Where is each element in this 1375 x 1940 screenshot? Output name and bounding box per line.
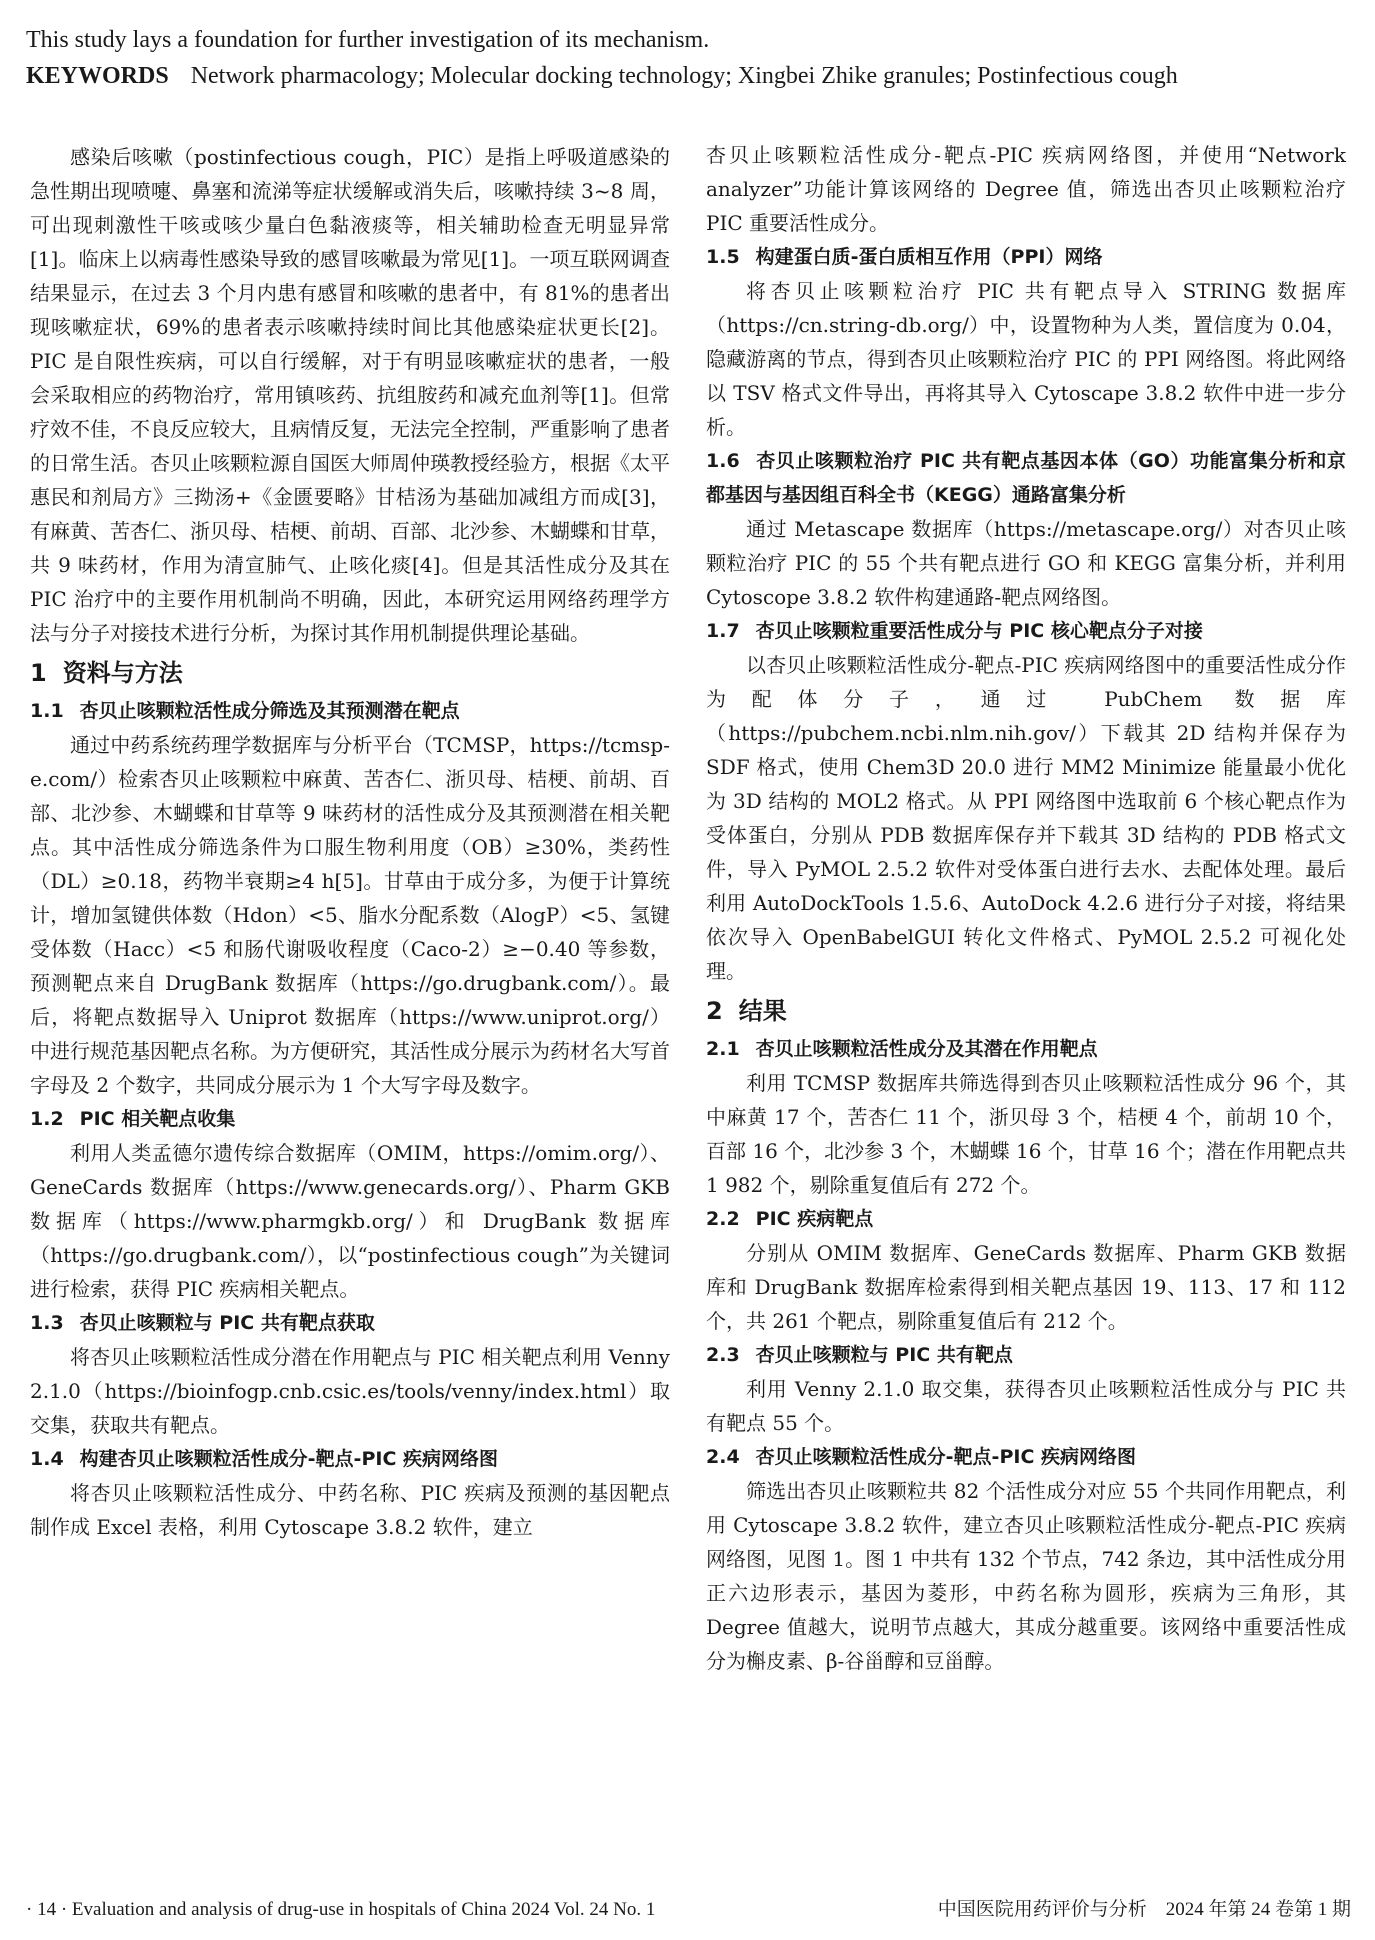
subsection-number: 2.4 <box>706 1446 740 1468</box>
subsection-1-4-heading <box>30 1442 670 1476</box>
section-1-heading <box>30 654 670 692</box>
subsection-title: 杏贝止咳颗粒与 PIC 共有靶点获取 <box>79 1312 375 1334</box>
subsection-2-2-heading <box>706 1202 1346 1236</box>
subsection-title: 杏贝止咳颗粒治疗 PIC 共有靶点基因本体（GO）功能富集分析和京都基因与基因组百科全书（KEGG）通路富集分析 <box>706 450 1346 506</box>
subsection-number: 1.2 <box>30 1108 64 1130</box>
subsection-1-4-text: 将杏贝止咳颗粒活性成分、中药名称、PIC 疾病及预测的基因靶点制作成 Excel 表格，利用 Cytoscape 3.8.2 软件，建立 <box>30 1481 670 1539</box>
subsection-1-5-heading <box>706 240 1346 274</box>
subsection-2-3-heading <box>706 1338 1346 1372</box>
subsection-1-1-heading <box>30 694 670 728</box>
subsection-1-6-heading <box>706 444 1346 512</box>
subsection-1-1-text: 通过中药系统药理学数据库与分析平台（TCMSP，https://tcmsp-e.com/）检索杏贝止咳颗粒中麻黄、苦杏仁、浙贝母、桔梗、前胡、百部、北沙参、木蝴蝶和甘草等 9 味药材的活性成分及其预测潜在相关靶点。其中活性成分筛选条件为口服生物利用度（OB）≥30%，类药性（DL）≥0.18，药物半衰期≥4 h[5]。甘草由于成分多，为便于计算统计，增加氢键供体数（Hdon）<5、脂水分配系数（AlogP）<5、氢键受体数（Hacc）<5 和肠代谢吸收程度（Caco-2）≥−0.40 等参数，预测靶点来自 DrugBank 数据库（https://go.drugbank.com/）。最后，将靶点数据导入 Uniprot 数据库（https://www.uniprot.org/）中进行规范基因靶点名称。为方便研究，其活性成分展示为药材名大写首字母及 2 个数字，共同成分展示为 1 个大写字母及数字。 <box>30 733 670 1097</box>
right-column <box>706 138 1346 1678</box>
subsection-number: 1.7 <box>706 620 740 642</box>
subsection-2-4-heading <box>706 1440 1346 1474</box>
abstract-tail-block <box>26 22 1351 94</box>
subsection-2-1-heading <box>706 1032 1346 1066</box>
subsection-title: 杏贝止咳颗粒与 PIC 共有靶点 <box>755 1344 1013 1366</box>
subsection-title: 构建蛋白质-蛋白质相互作用（PPI）网络 <box>755 246 1103 268</box>
subsection-1-7-heading <box>706 614 1346 648</box>
abstract-tail: This study lays a foundation for further investigation of its mechanism. <box>26 27 710 53</box>
section-number: 1 <box>30 659 47 687</box>
subsection-number: 1.3 <box>30 1312 64 1334</box>
section-number: 2 <box>706 997 723 1025</box>
subsection-number: 2.1 <box>706 1038 740 1060</box>
subsection-title: 杏贝止咳颗粒重要活性成分与 PIC 核心靶点分子对接 <box>755 620 1203 642</box>
subsection-2-3-text: 利用 Venny 2.1.0 取交集，获得杏贝止咳颗粒活性成分与 PIC 共有靶点 55 个。 <box>706 1377 1346 1435</box>
section-title: 资料与方法 <box>62 659 183 687</box>
subsection-title: 构建杏贝止咳颗粒活性成分-靶点-PIC 疾病网络图 <box>79 1448 498 1470</box>
section-2-heading <box>706 992 1346 1030</box>
subsection-number: 1.5 <box>706 246 740 268</box>
subsection-1-3-text: 将杏贝止咳颗粒活性成分潜在作用靶点与 PIC 相关靶点利用 Venny 2.1.0（https://bioinfogp.cnb.csic.es/tools/venny/index.html）取交集，获取共有靶点。 <box>30 1345 670 1437</box>
subsection-1-2-text: 利用人类孟德尔遗传综合数据库（OMIM，https://omim.org/）、GeneCards 数据库（https://www.genecards.org/）、Pharm GKB 数据库（https://www.pharmgkb.org/）和 DrugBank 数据库（https://go.drugbank.com/），以“postinfectious cough”为关键词进行检索，获得 PIC 疾病相关靶点。 <box>30 1141 670 1301</box>
subsection-1-2-heading <box>30 1102 670 1136</box>
subsection-1-5-text: 将杏贝止咳颗粒治疗 PIC 共有靶点导入 STRING 数据库（https://cn.string-db.org/）中，设置物种为人类，置信度为 0.04，隐藏游离的节点，得到杏贝止咳颗粒治疗 PIC 的 PPI 网络图。将此网络以 TSV 格式文件导出，再将其导入 Cytoscape 3.8.2 软件中进一步分析。 <box>706 279 1346 439</box>
subsection-1-4-continued: 杏贝止咳颗粒活性成分-靶点-PIC 疾病网络图，并使用“Network analyzer”功能计算该网络的 Degree 值，筛选出杏贝止咳颗粒治疗 PIC 重要活性成分。 <box>706 143 1346 235</box>
subsection-title: 杏贝止咳颗粒活性成分-靶点-PIC 疾病网络图 <box>755 1446 1136 1468</box>
subsection-number: 2.3 <box>706 1344 740 1366</box>
subsection-number: 1.4 <box>30 1448 64 1470</box>
subsection-title: 杏贝止咳颗粒活性成分筛选及其预测潜在靶点 <box>79 700 460 722</box>
footer-journal-cn: 中国医院用药评价与分析 2024 年第 24 卷第 1 期 <box>937 1899 1351 1920</box>
keywords-text: Network pharmacology; Molecular docking technology; Xingbei Zhike granules; Postinfectious cough <box>190 63 1178 89</box>
keywords-line <box>26 58 1351 94</box>
footer-journal-en: · 14 · Evaluation and analysis of drug-use in hospitals of China 2024 Vol. 24 No. 1 <box>26 1899 656 1920</box>
keywords-label: KEYWORDS <box>26 63 169 89</box>
subsection-title: PIC 相关靶点收集 <box>79 1108 236 1130</box>
subsection-2-4-text: 筛选出杏贝止咳颗粒共 82 个活性成分对应 55 个共同作用靶点，利用 Cytoscape 3.8.2 软件，建立杏贝止咳颗粒活性成分-靶点-PIC 疾病网络图，见图 1。图 1 中共有 132 个节点，742 条边，其中活性成分用正六边形表示，基因为菱形，中药名称为圆形，疾病为三角形，其 Degree 值越大，说明节点越大，其成分越重要。该网络中重要活性成分为槲皮素、β-谷甾醇和豆甾醇。 <box>706 1479 1346 1673</box>
subsection-title: 杏贝止咳颗粒活性成分及其潜在作用靶点 <box>755 1038 1098 1060</box>
subsection-number: 1.1 <box>30 700 64 722</box>
subsection-1-3-heading <box>30 1306 670 1340</box>
subsection-2-1-text: 利用 TCMSP 数据库共筛选得到杏贝止咳颗粒活性成分 96 个，其中麻黄 17 个，苦杏仁 11 个，浙贝母 3 个，桔梗 4 个，前胡 10 个，百部 16 个，北沙参 3 个，木蝴蝶 16 个，甘草 16 个；潜在作用靶点共 1 982 个，剔除重复值后有 272 个。 <box>706 1071 1346 1197</box>
left-column <box>30 140 670 1544</box>
subsection-number: 1.6 <box>706 450 740 472</box>
section-title: 结果 <box>738 997 787 1025</box>
subsection-title: PIC 疾病靶点 <box>755 1208 874 1230</box>
subsection-2-2-text: 分别从 OMIM 数据库、GeneCards 数据库、Pharm GKB 数据库和 DrugBank 数据库检索得到相关靶点基因 19、113、17 和 112 个，共 261 个靶点，剔除重复值后有 212 个。 <box>706 1241 1346 1333</box>
intro-paragraph: 感染后咳嗽（postinfectious cough，PIC）是指上呼吸道感染的急性期出现喷嚏、鼻塞和流涕等症状缓解或消失后，咳嗽持续 3~8 周，可出现刺激性干咳或咳少量白色黏液痰等，相关辅助检查无明显异常[1]。临床上以病毒性感染导致的感冒咳嗽最为常见[1]。一项互联网调查结果显示，在过去 3 个月内患有感冒和咳嗽的患者中，有 81%的患者出现咳嗽症状，69%的患者表示咳嗽持续时间比其他感染症状更长[2]。PIC 是自限性疾病，可以自行缓解，对于有明显咳嗽症状的患者，一般会采取相应的药物治疗，常用镇咳药、抗组胺药和减充血剂等[1]。但常疗效不佳，不良反应较大，且病情反复，无法完全控制，严重影响了患者的日常生活。杏贝止咳颗粒源自国医大师周仲瑛教授经验方，根据《太平惠民和剂局方》三拗汤+《金匮要略》甘桔汤为基础加减组方而成[3]，有麻黄、苦杏仁、浙贝母、桔梗、前胡、百部、北沙参、木蝴蝶和甘草，共 9 味药材，作用为清宣肺气、止咳化痰[4]。但是其活性成分及其在 PIC 治疗中的主要作用机制尚不明确，因此，本研究运用网络药理学方法与分子对接技术进行分析，为探讨其作用机制提供理论基础。 <box>30 145 670 645</box>
subsection-number: 2.2 <box>706 1208 740 1230</box>
subsection-1-7-text: 以杏贝止咳颗粒活性成分-靶点-PIC 疾病网络图中的重要活性成分作为配体分子，通过 PubChem 数据库（https://pubchem.ncbi.nlm.nih.gov/）下载其 2D 结构并保存为 SDF 格式，使用 Chem3D 20.0 进行 MM2 Minimize 能量最小优化为 3D 结构的 MOL2 格式。从 PPI 网络图中选取前 6 个核心靶点作为受体蛋白，分别从 PDB 数据库保存并下载其 3D 结构的 PDB 格式文件，导入 PyMOL 2.5.2 软件对受体蛋白进行去水、去配体处理。最后利用 AutoDockTools 1.5.6、AutoDock 4.2.6 进行分子对接，将结果依次导入 OpenBabelGUI 转化文件格式、PyMOL 2.5.2 可视化处理。 <box>706 653 1346 983</box>
subsection-1-6-text: 通过 Metascape 数据库（https://metascape.org/）对杏贝止咳颗粒治疗 PIC 的 55 个共有靶点进行 GO 和 KEGG 富集分析，并利用 Cytoscope 3.8.2 软件构建通路-靶点网络图。 <box>706 517 1346 609</box>
